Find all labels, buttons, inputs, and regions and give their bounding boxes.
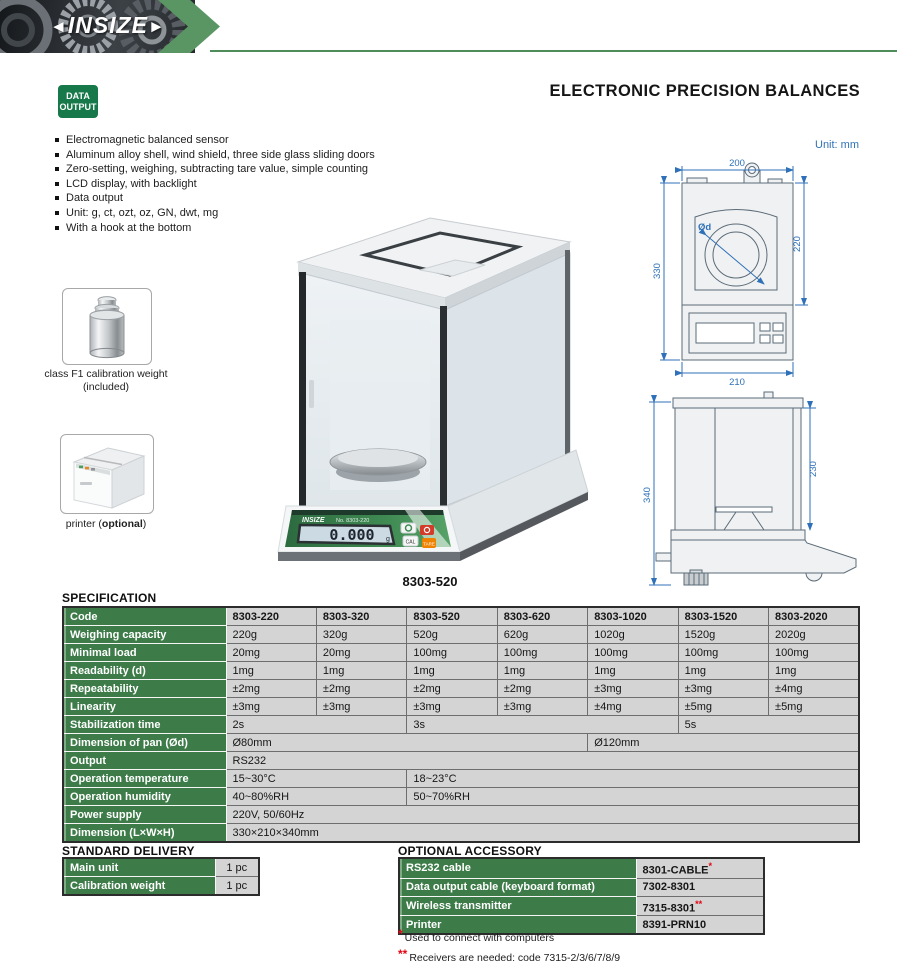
spec-row (63, 734, 859, 752)
spec-row (63, 662, 859, 680)
spec-row (63, 824, 859, 843)
insize-logo (50, 12, 166, 39)
spec-value-cell: 18~23°C (407, 770, 859, 788)
spec-row (63, 698, 859, 716)
spec-value-cell: Ø120mm (588, 734, 859, 752)
optional-accessory-heading: OPTIONAL ACCESSORY (398, 844, 542, 858)
calibration-weight-image (64, 290, 150, 363)
spec-table-body (63, 607, 859, 842)
spec-row-label: Code (63, 607, 226, 626)
spec-value-cell: 320g (316, 626, 406, 644)
spec-row (63, 644, 859, 662)
accessory-label: Printer (399, 916, 636, 935)
lcd-value: 0.000 (329, 526, 375, 544)
printer-figure (60, 434, 154, 514)
weight-caption-line2: (included) (82, 381, 130, 393)
panel-logo: INSIZE (302, 517, 325, 524)
standard-delivery-body (63, 858, 259, 895)
accessory-label: Data output cable (keyboard format) (399, 878, 636, 896)
footnote-mark: * (398, 927, 403, 941)
spec-value-cell: 1mg (407, 662, 497, 680)
spec-value-cell: Ø80mm (226, 734, 588, 752)
spec-value-cell: 100mg (678, 644, 768, 662)
spec-value-cell: 1mg (497, 662, 587, 680)
feature-item: With a hook at the bottom (55, 221, 475, 236)
spec-value-cell: 100mg (407, 644, 497, 662)
spec-value-cell: 20mg (316, 644, 406, 662)
spec-value-cell: 1mg (316, 662, 406, 680)
product-caption: 8303-520 (402, 574, 458, 589)
delivery-qty: 1 pc (215, 858, 259, 877)
spec-value-cell: 1mg (769, 662, 859, 680)
svg-text:330: 330 (652, 263, 663, 279)
spec-row-label: Repeatability (63, 680, 226, 698)
footnote-line (398, 947, 620, 964)
spec-value-cell: ±5mg (769, 698, 859, 716)
spec-row (63, 680, 859, 698)
spec-row (63, 770, 859, 788)
footnote-mark: ** (398, 947, 408, 961)
dimension-drawings (640, 155, 880, 600)
accessory-footnote-mark: ** (695, 898, 703, 909)
spec-row-label: Dimension of pan (Ød) (63, 734, 226, 752)
feature-item: Unit: g, ct, ozt, oz, GN, dwt, mg (55, 206, 475, 221)
spec-code-cell: 8303-2020 (769, 607, 859, 626)
spec-row-label: Operation temperature (63, 770, 226, 788)
spec-row-label: Output (63, 752, 226, 770)
spec-value-cell: 100mg (497, 644, 587, 662)
spec-row-label: Dimension (L×W×H) (63, 824, 226, 843)
spec-row (63, 806, 859, 824)
logo-text: INSIZE (67, 12, 148, 38)
optional-accessory-body (399, 858, 764, 934)
spec-value-cell: 220g (226, 626, 316, 644)
printer-caption (16, 518, 196, 531)
page-title: ELECTRONIC PRECISION BALANCES (549, 82, 860, 100)
spec-value-cell: 220V, 50/60Hz (226, 806, 859, 824)
spec-value-cell: ±3mg (226, 698, 316, 716)
spec-value-cell: 1mg (588, 662, 678, 680)
spec-value-cell: ±4mg (769, 680, 859, 698)
weight-caption-line1: class F1 calibration weight (44, 368, 168, 380)
svg-text:210: 210 (729, 377, 745, 388)
spec-row (63, 716, 859, 734)
spec-row (63, 752, 859, 770)
spec-code-row (63, 607, 859, 626)
spec-value-cell: ±2mg (497, 680, 587, 698)
printer-caption-pre: printer ( (65, 518, 102, 530)
spec-code-cell: 8303-220 (226, 607, 316, 626)
delivery-item-label: Calibration weight (63, 877, 215, 896)
spec-value-cell: ±2mg (316, 680, 406, 698)
accessory-row (399, 858, 764, 878)
balance-product-photo (270, 200, 590, 568)
delivery-qty: 1 pc (215, 877, 259, 896)
unit-label: Unit: mm (815, 139, 859, 151)
banner-rule (210, 50, 897, 52)
lcd-unit: g (386, 536, 390, 543)
spec-value-cell: RS232 (226, 752, 859, 770)
accessory-footnote-mark: * (708, 861, 713, 871)
svg-text:340: 340 (642, 487, 653, 503)
accessory-code: 8391-PRN10 (636, 916, 764, 935)
accessory-row (399, 896, 764, 916)
delivery-item-label: Main unit (63, 858, 215, 877)
accessory-code: 7302-8301 (636, 878, 764, 896)
spec-table (62, 606, 860, 843)
spec-value-cell: ±2mg (407, 680, 497, 698)
spec-value-cell: 5s (678, 716, 859, 734)
calibration-weight-figure (62, 288, 152, 365)
svg-text:220: 220 (792, 236, 803, 252)
badge-line1: DATA (66, 91, 90, 101)
footnote-line (398, 927, 554, 944)
side-view-drawing (656, 392, 856, 585)
spec-value-cell: ±3mg (678, 680, 768, 698)
footnote-text: Used to connect with computers (404, 932, 555, 944)
spec-value-cell: 330×210×340mm (226, 824, 859, 843)
spec-value-cell: ±3mg (407, 698, 497, 716)
svg-text:Ød: Ød (698, 222, 712, 233)
spec-value-cell: 50~70%RH (407, 788, 859, 806)
calibration-weight-caption (16, 368, 196, 394)
spec-value-cell: 1mg (678, 662, 768, 680)
feature-item: Data output (55, 191, 475, 206)
feature-item: LCD display, with backlight (55, 177, 475, 192)
printer-caption-bold: optional (101, 518, 143, 530)
spec-row-label: Linearity (63, 698, 226, 716)
svg-text:230: 230 (808, 461, 819, 477)
spec-value-cell: 1520g (678, 626, 768, 644)
cal-button-label: CAL (405, 539, 416, 546)
spec-value-cell: 520g (407, 626, 497, 644)
spec-value-cell: 20mg (226, 644, 316, 662)
standard-delivery-table (62, 857, 260, 896)
spec-value-cell: ±3mg (497, 698, 587, 716)
standard-delivery-heading: STANDARD DELIVERY (62, 844, 195, 858)
logo-left-arrow-icon: ◄ (50, 17, 68, 36)
accessory-row (399, 878, 764, 896)
spec-value-cell: ±5mg (678, 698, 768, 716)
svg-text:200: 200 (729, 158, 745, 169)
accessory-code: 8301-CABLE* (636, 858, 764, 878)
spec-value-cell: 3s (407, 716, 678, 734)
accessory-label: Wireless transmitter (399, 896, 636, 916)
spec-value-cell: 40~80%RH (226, 788, 407, 806)
footnote-text: Receivers are needed: code 7315-2/3/6/7/8/9 (409, 952, 621, 964)
optional-accessory-table (398, 857, 765, 935)
badge-line2: OUTPUT (59, 101, 97, 112)
spec-value-cell: ±3mg (316, 698, 406, 716)
spec-value-cell: 2s (226, 716, 407, 734)
spec-code-cell: 8303-1020 (588, 607, 678, 626)
spec-row-label: Minimal load (63, 644, 226, 662)
spec-row-label: Operation humidity (63, 788, 226, 806)
spec-code-cell: 8303-320 (316, 607, 406, 626)
spec-code-cell: 8303-1520 (678, 607, 768, 626)
accessory-label: RS232 cable (399, 858, 636, 878)
spec-row-label: Power supply (63, 806, 226, 824)
spec-value-cell: 1020g (588, 626, 678, 644)
spec-row-label: Weighing capacity (63, 626, 226, 644)
spec-value-cell: ±2mg (226, 680, 316, 698)
spec-code-cell: 8303-620 (497, 607, 587, 626)
spec-value-cell: 1mg (226, 662, 316, 680)
panel-model: No. 8303-220 (336, 518, 370, 524)
spec-value-cell: ±3mg (588, 680, 678, 698)
delivery-row (63, 858, 259, 877)
accessory-code: 7315-8301** (636, 896, 764, 916)
spec-value-cell: 100mg (588, 644, 678, 662)
spec-value-cell: ±4mg (588, 698, 678, 716)
spec-row (63, 788, 859, 806)
spec-row (63, 626, 859, 644)
printer-caption-post: ) (142, 518, 147, 530)
logo-right-arrow-icon: ► (147, 17, 166, 36)
printer-image (62, 436, 152, 512)
data-output-badge (58, 85, 98, 118)
spec-row-label: Stabilization time (63, 716, 226, 734)
spec-value-cell: 15~30°C (226, 770, 407, 788)
delivery-row (63, 877, 259, 896)
feature-item: Electromagnetic balanced sensor (55, 133, 475, 148)
spec-value-cell: 2020g (769, 626, 859, 644)
spec-heading: SPECIFICATION (62, 591, 157, 605)
spec-row-label: Readability (d) (63, 662, 226, 680)
spec-value-cell: 620g (497, 626, 587, 644)
tare-button-label: TARE (423, 541, 435, 547)
feature-item: Zero-setting, weighing, subtracting tare value, simple counting (55, 162, 475, 177)
spec-code-cell: 8303-520 (407, 607, 497, 626)
spec-value-cell: 100mg (769, 644, 859, 662)
feature-item: Aluminum alloy shell, wind shield, three side glass sliding doors (55, 148, 475, 163)
